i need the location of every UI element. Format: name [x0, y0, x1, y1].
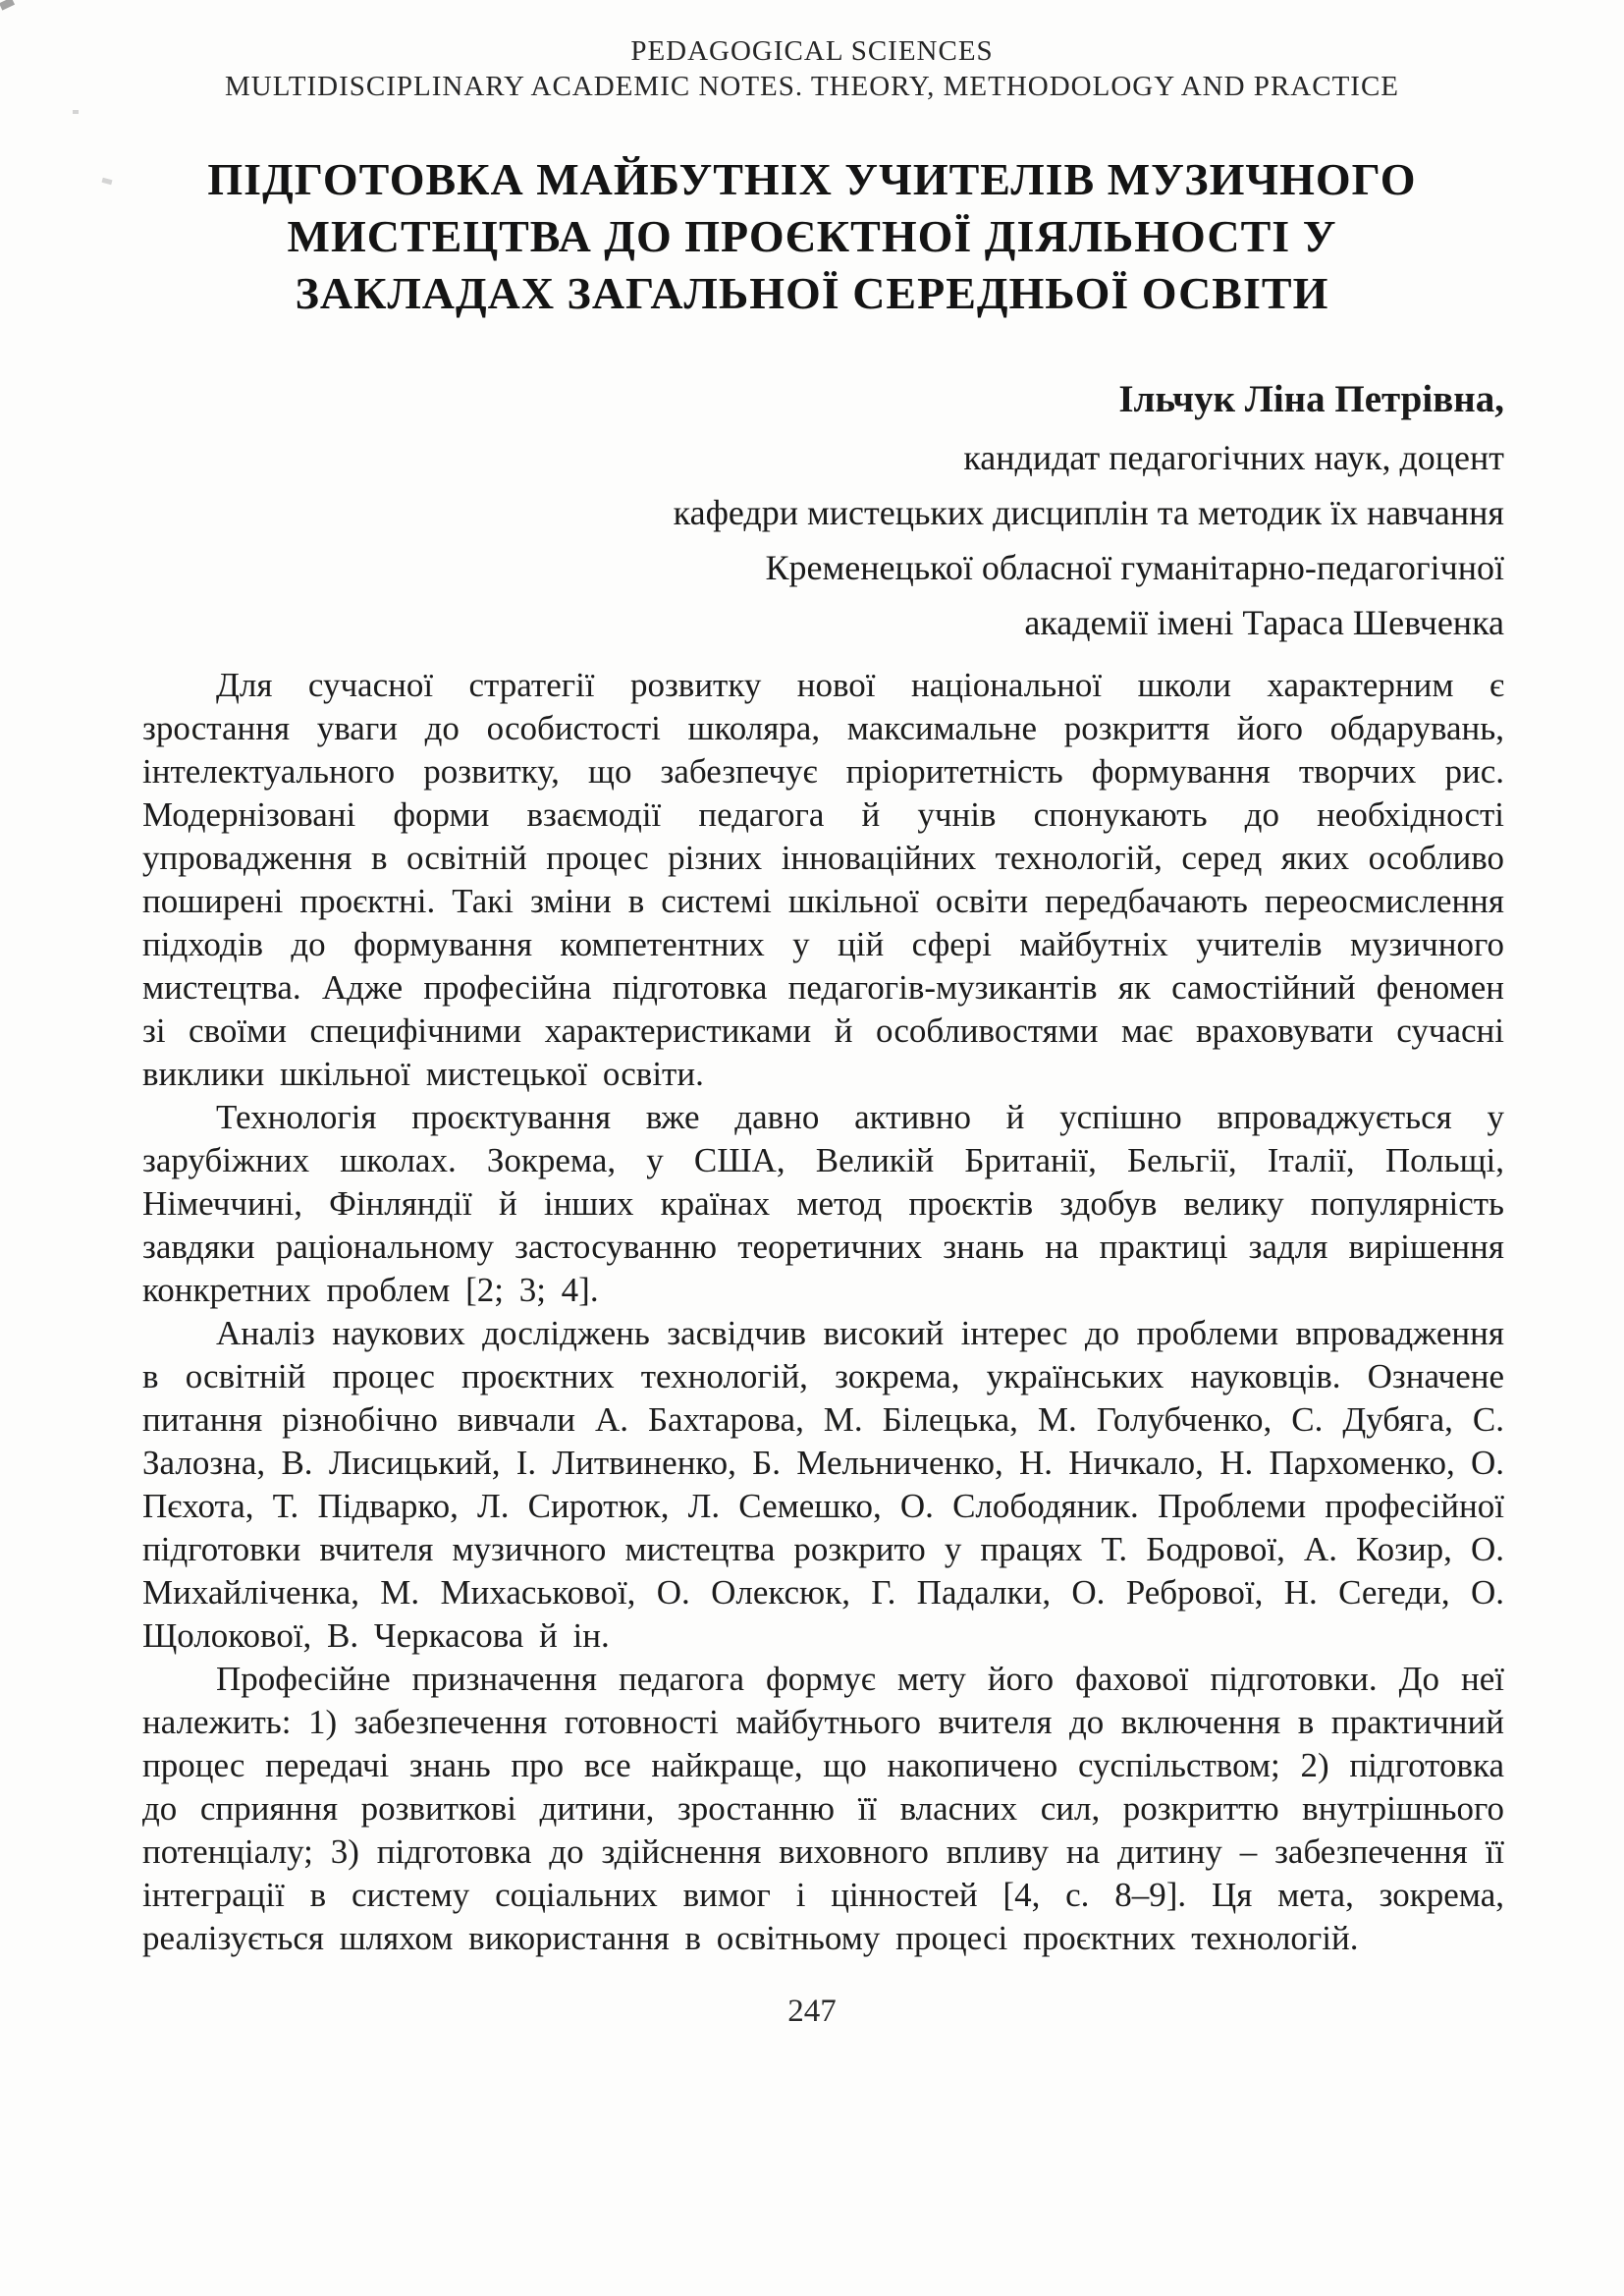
article-body [142, 664, 1504, 1960]
paragraph-foreign-experience: Технологія проєктування вже давно активно й успішно впроваджується у зарубіжних школах. Зокрема, у США, Великій Британії, Бельгії, Італії, Польщі, Німеччині, Фінляндії й інших країнах метод проєктів здобув велику популярність завдяки раціональному застосуванню теоретичних знань на практиці задля вирішення конкретних проблем [2; 3; 4]. [142, 1098, 1504, 1309]
paragraph-teacher-purpose: Професійне призначення педагога формує мету його фахової підготовки. До неї належить: 1) забезпечення готовності майбутнього вчителя до включення в практичний процес передачі знань про все найкраще, що накопичено суспільством; 2) підготовка до сприяння розвиткові дитини, зростанню її власних сил, розкриттю внутрішнього потенціалу; 3) підготовка до здійснення виховного впливу на дитину – забезпечення її інтеграції в систему соціальних вимог і цінностей [4, с. 8–9]. Ця мета, зокрема, реалізується шляхом використання в освітньому процесі проєктних технологій. [142, 1660, 1504, 1957]
paragraph-literature-review: Аналіз наукових досліджень засвідчив високий інтерес до проблеми впровадження в освітній процес проєктних технологій, зокрема, українських науковців. Означене питання різнобічно вивчали А. Бахтарова, М. Білецька, М. Голубченко, С. Дубяга, С. Залозна, В. Лисицький, І. Литвиненко, Б. Мельниченко, Н. Ничкало, Н. Пархоменко, О. Пєхота, Т. Підварко, Л. Сиротюк, Л. Семешко, О. Слободяник. Проблеми професійної підготовки вчителя музичного мистецтва розкрито у працях Т. Бодрової, А. Козир, О. Михайліченка, М. Михаськової, О. Олексюк, Г. Падалки, О. Ребрової, Н. Сегеди, О. Щолокової, В. Черкасова й ін. [142, 1314, 1504, 1655]
author-degree: кандидат педагогічних наук, доцент [963, 438, 1504, 477]
page-number: 247 [787, 1994, 837, 2029]
author-department: кафедри мистецьких дисциплін та методик їх навчання [673, 493, 1504, 532]
author-institution-line2: академії імені Тараса Шевченка [1024, 603, 1504, 642]
author-institution-line1: Кременецької обласної гуманітарно-педагогічної [765, 548, 1504, 587]
journal-header-line2: MULTIDISCIPLINARY ACADEMIC NOTES. THEORY, METHODOLOGY AND PRACTICE [225, 71, 1399, 102]
paragraph-intro: Для сучасної стратегії розвитку нової національної школи характерним є зростання уваги до особистості школяра, максимальне розкриття його обдарувань, інтелектуального розвитку, що забезпечує пріоритетність формування творчих рис. Модернізовані форми взаємодії педагога й учнів спонукають до необхідності упровадження в освітній процес різних інноваційних технологій, серед яких особливо поширені проєктні. Такі зміни в системі шкільної освіти передбачають переосмислення підходів до формування компетентних у цій сфері майбутніх учителів музичного мистецтва. Адже професійна підготовка педагогів-музикантів як самостійний феномен зі своїми специфічними характеристиками й особливостями має враховувати сучасні виклики шкільної мистецької освіти. [142, 666, 1504, 1093]
author-block [0, 369, 1504, 650]
scan-speck [0, 0, 15, 11]
scan-speck [73, 110, 79, 114]
article-title [0, 151, 1624, 322]
article-title-line2: МИСТЕЦТВА ДО ПРОЄКТНОЇ ДІЯЛЬНОСТІ У [287, 211, 1337, 261]
article-title-line3: ЗАКЛАДАХ ЗАГАЛЬНОЇ СЕРЕДНЬОЇ ОСВІТИ [295, 268, 1329, 318]
author-name: Ільчук Ліна Петрівна, [1118, 378, 1504, 420]
article-title-line1: ПІДГОТОВКА МАЙБУТНІХ УЧИТЕЛІВ МУЗИЧНОГО [207, 154, 1417, 204]
journal-header [0, 33, 1624, 104]
journal-header-line1: PEDAGOGICAL SCIENCES [630, 35, 994, 67]
